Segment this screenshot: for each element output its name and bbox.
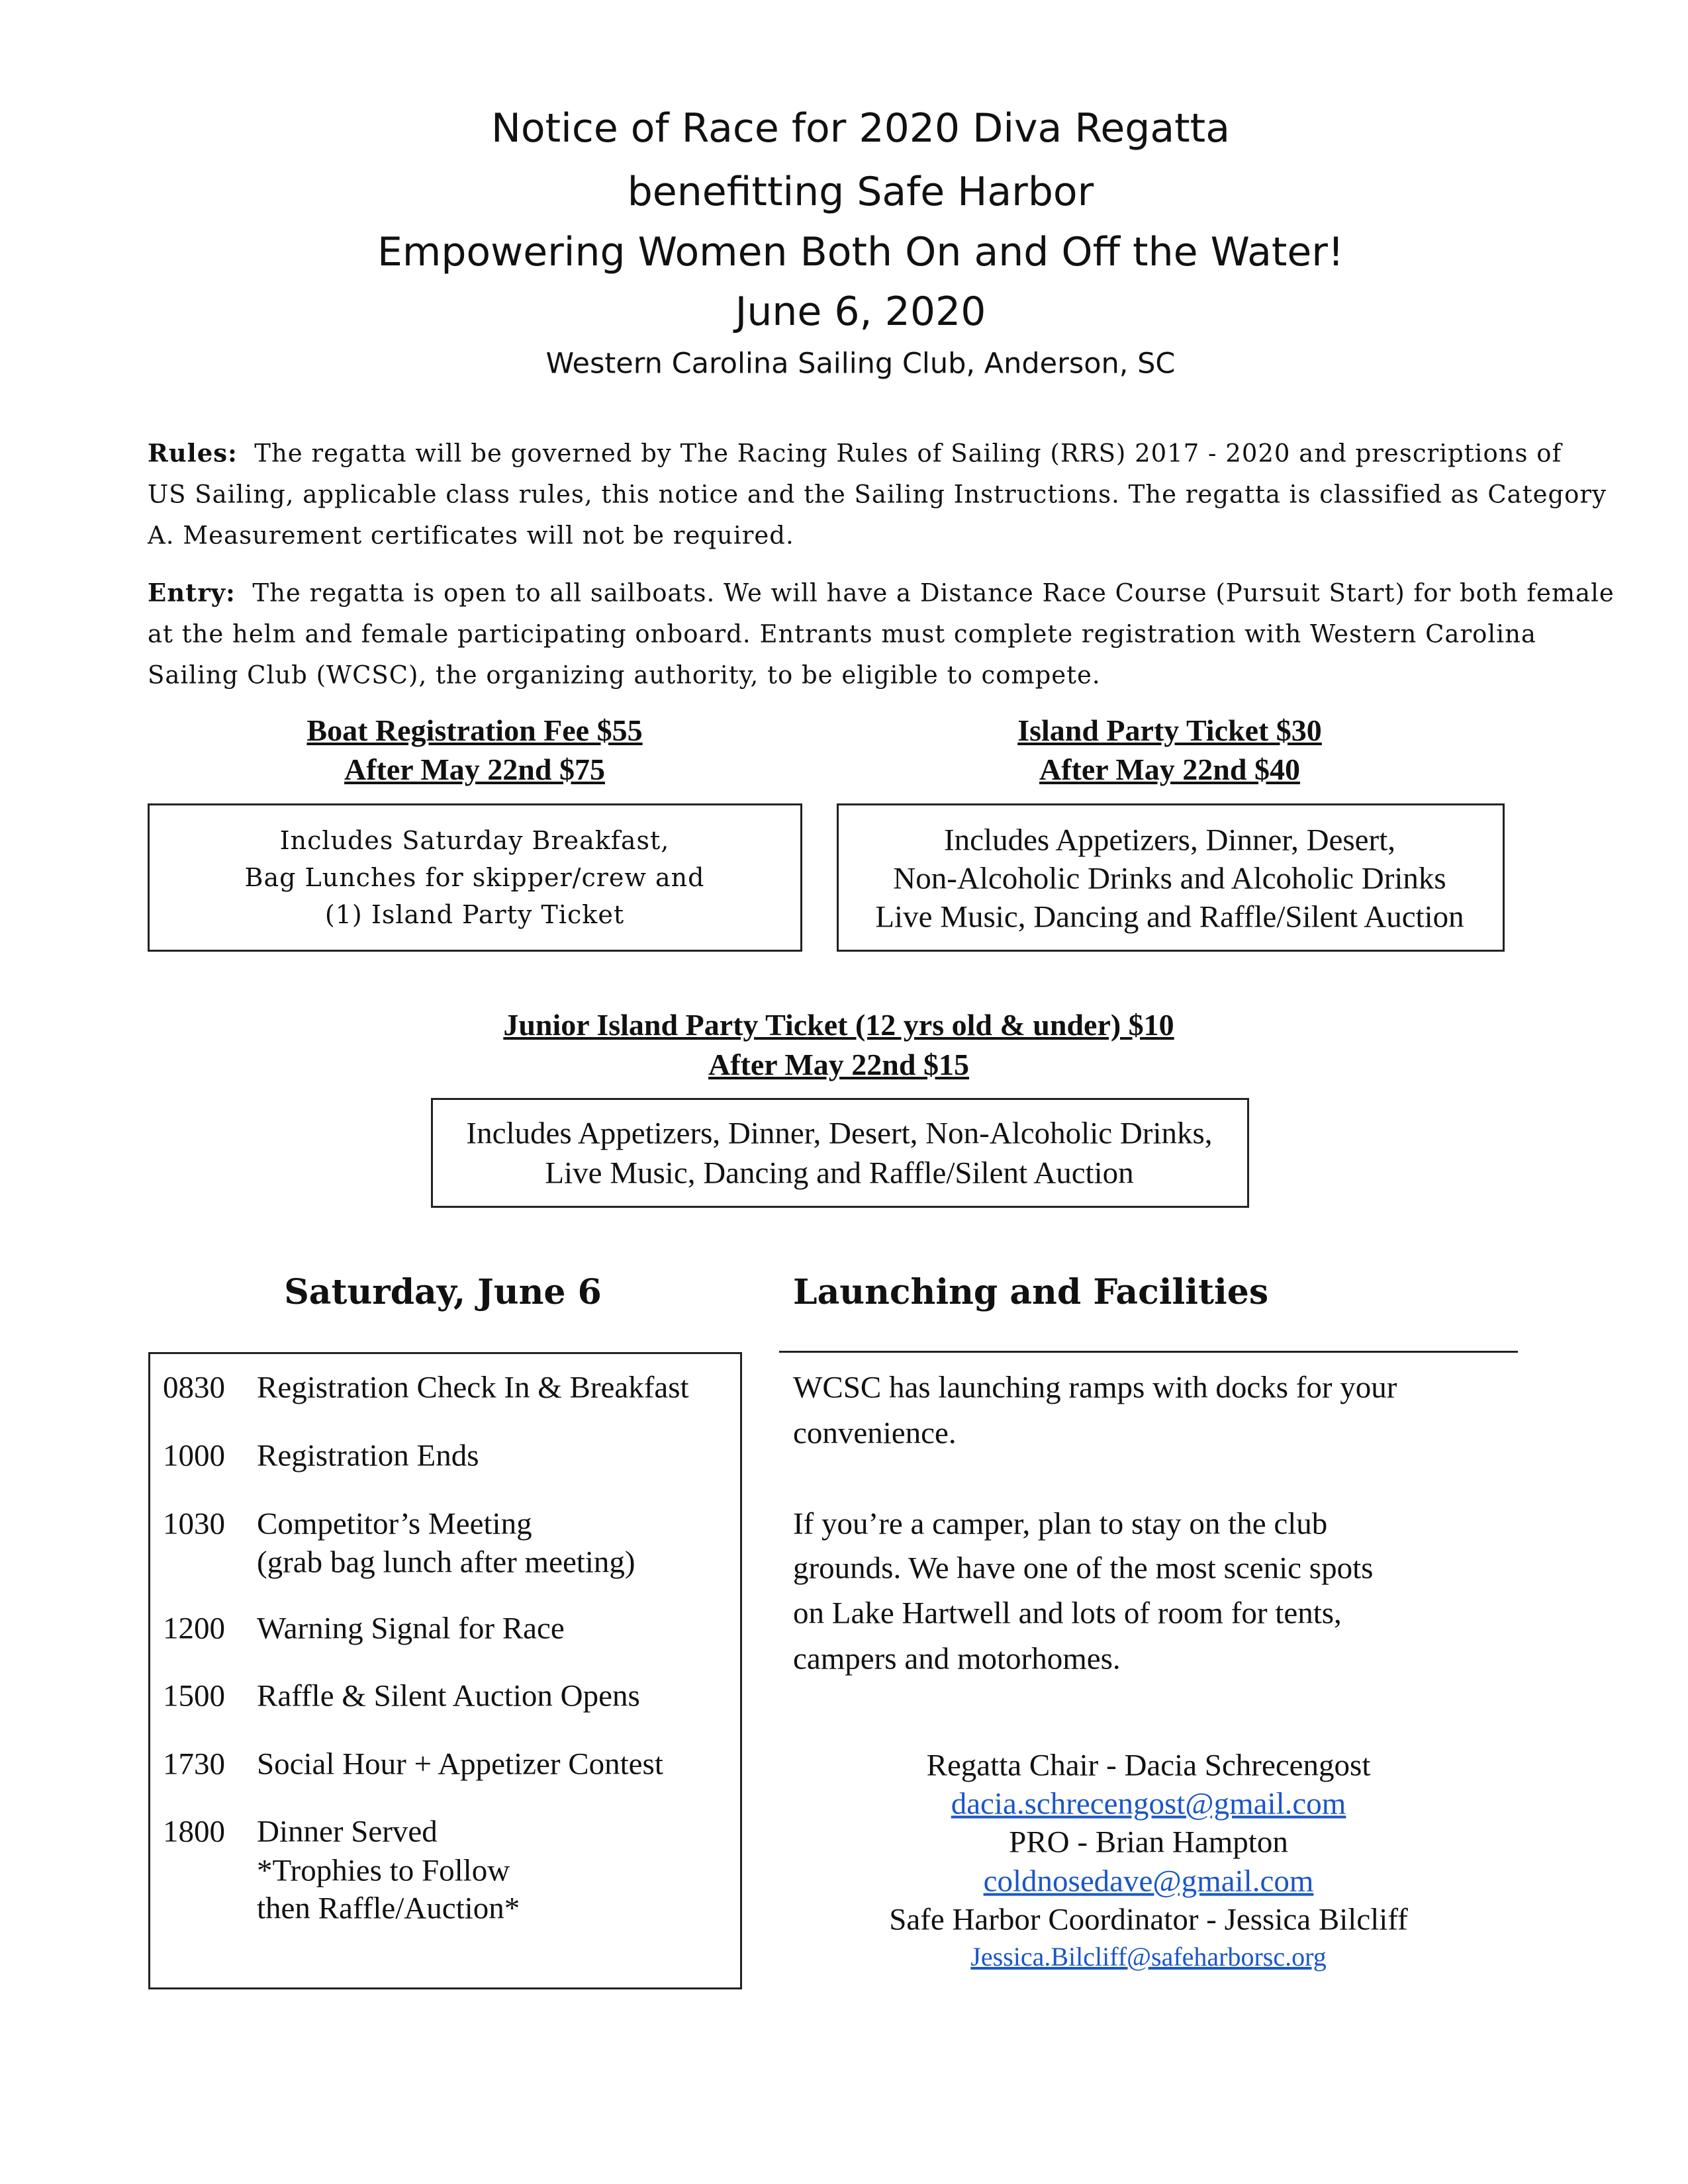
- facilities-heading: Launching and Facilities: [793, 1272, 1269, 1312]
- boat-fee-include-line: Bag Lunches for skipper/crew and: [244, 863, 705, 892]
- pro-email-link[interactable]: coldnosedave@gmail.com: [983, 1864, 1314, 1899]
- rules-line: A. Measurement certificates will not be required.: [148, 521, 794, 550]
- schedule-time: 1730: [163, 1747, 225, 1782]
- rules-text: The regatta will be governed by The Racing Rules of Sailing (RRS) 2017 - 2020 and prescriptions of: [254, 439, 1562, 468]
- schedule-time: 1000: [163, 1438, 225, 1473]
- schedule-event: Registration Check In & Breakfast: [257, 1370, 689, 1405]
- junior-ticket-late: After May 22nd $15: [708, 1048, 969, 1081]
- event-date: June 6, 2020: [735, 289, 986, 335]
- schedule-time: 1500: [163, 1678, 225, 1713]
- entry-line: Sailing Club (WCSC), the organizing authority, to be eligible to compete.: [148, 660, 1101, 690]
- subtitle: benefitting Safe Harbor: [627, 169, 1094, 215]
- schedule-event: Dinner Served: [257, 1814, 438, 1849]
- schedule-time: 1200: [163, 1611, 225, 1646]
- junior-include-line: Live Music, Dancing and Raffle/Silent Auction: [545, 1156, 1134, 1191]
- rules-label: Rules:: [148, 438, 238, 468]
- facilities-divider: [779, 1351, 1518, 1353]
- schedule-heading: Saturday, June 6: [284, 1272, 602, 1312]
- regatta-chair-email-link[interactable]: dacia.schrecengost@gmail.com: [951, 1786, 1346, 1821]
- boat-fee-heading: Boat Registration Fee $55: [306, 713, 643, 747]
- pro-contact: PRO - Brian Hampton: [1009, 1825, 1288, 1860]
- schedule-event: Competitor’s Meeting: [257, 1506, 532, 1541]
- schedule-event: Registration Ends: [257, 1438, 479, 1473]
- rules-line: US Sailing, applicable class rules, this notice and the Sailing Instructions. The regatta is classified as Category: [148, 480, 1607, 509]
- island-party-include-line: Non-Alcoholic Drinks and Alcoholic Drinks: [893, 861, 1446, 896]
- facilities-text: campers and motorhomes.: [793, 1641, 1121, 1676]
- schedule-time: 1800: [163, 1814, 225, 1849]
- facilities-text: WCSC has launching ramps with docks for your: [793, 1370, 1397, 1405]
- schedule-time: 1030: [163, 1506, 225, 1541]
- entry-text: The regatta is open to all sailboats. We will have a Distance Race Course (Pursuit Start) for both female: [252, 578, 1615, 608]
- junior-includes-box: [431, 1098, 1249, 1208]
- schedule-time: 0830: [163, 1370, 225, 1405]
- tagline: Empowering Women Both On and Off the Water!: [377, 229, 1344, 275]
- facilities-text: convenience.: [793, 1416, 957, 1451]
- event-location: Western Carolina Sailing Club, Anderson, SC: [545, 347, 1176, 381]
- rules-line: [148, 438, 1562, 468]
- junior-include-line: Includes Appetizers, Dinner, Desert, Non-Alcoholic Drinks,: [466, 1116, 1213, 1151]
- coordinator-email-link[interactable]: Jessica.Bilcliff@safeharborsc.org: [970, 1942, 1327, 1972]
- facilities-text: grounds. We have one of the most scenic spots: [793, 1551, 1374, 1586]
- island-party-include-line: Includes Appetizers, Dinner, Desert,: [943, 823, 1396, 858]
- coordinator-contact: Safe Harbor Coordinator - Jessica Bilcliff: [889, 1902, 1408, 1937]
- facilities-text: If you’re a camper, plan to stay on the club: [793, 1506, 1328, 1541]
- regatta-chair: Regatta Chair - Dacia Schrecengost: [926, 1748, 1371, 1783]
- boat-fee-late: After May 22nd $75: [344, 752, 605, 786]
- schedule-event: *Trophies to Follow: [257, 1853, 510, 1888]
- boat-fee-include-line: (1) Island Party Ticket: [324, 900, 625, 929]
- island-party-late: After May 22nd $40: [1039, 752, 1300, 786]
- schedule-event: Warning Signal for Race: [257, 1611, 565, 1646]
- facilities-text: on Lake Hartwell and lots of room for tents,: [793, 1596, 1342, 1631]
- entry-line: [148, 578, 1615, 608]
- island-party-heading: Island Party Ticket $30: [1017, 713, 1322, 747]
- schedule-event: Social Hour + Appetizer Contest: [257, 1747, 663, 1782]
- entry-line: at the helm and female participating onboard. Entrants must complete registration with Western Carolina: [148, 619, 1536, 649]
- boat-fee-include-line: Includes Saturday Breakfast,: [279, 826, 670, 855]
- title: Notice of Race for 2020 Diva Regatta: [491, 105, 1230, 152]
- schedule-event: Raffle & Silent Auction Opens: [257, 1678, 640, 1713]
- schedule-event: (grab bag lunch after meeting): [257, 1545, 635, 1580]
- entry-label: Entry:: [148, 578, 236, 608]
- island-party-include-line: Live Music, Dancing and Raffle/Silent Auction: [875, 899, 1464, 934]
- junior-ticket-heading: Junior Island Party Ticket (12 yrs old & under) $10: [503, 1008, 1174, 1042]
- schedule-event: then Raffle/Auction*: [257, 1891, 520, 1926]
